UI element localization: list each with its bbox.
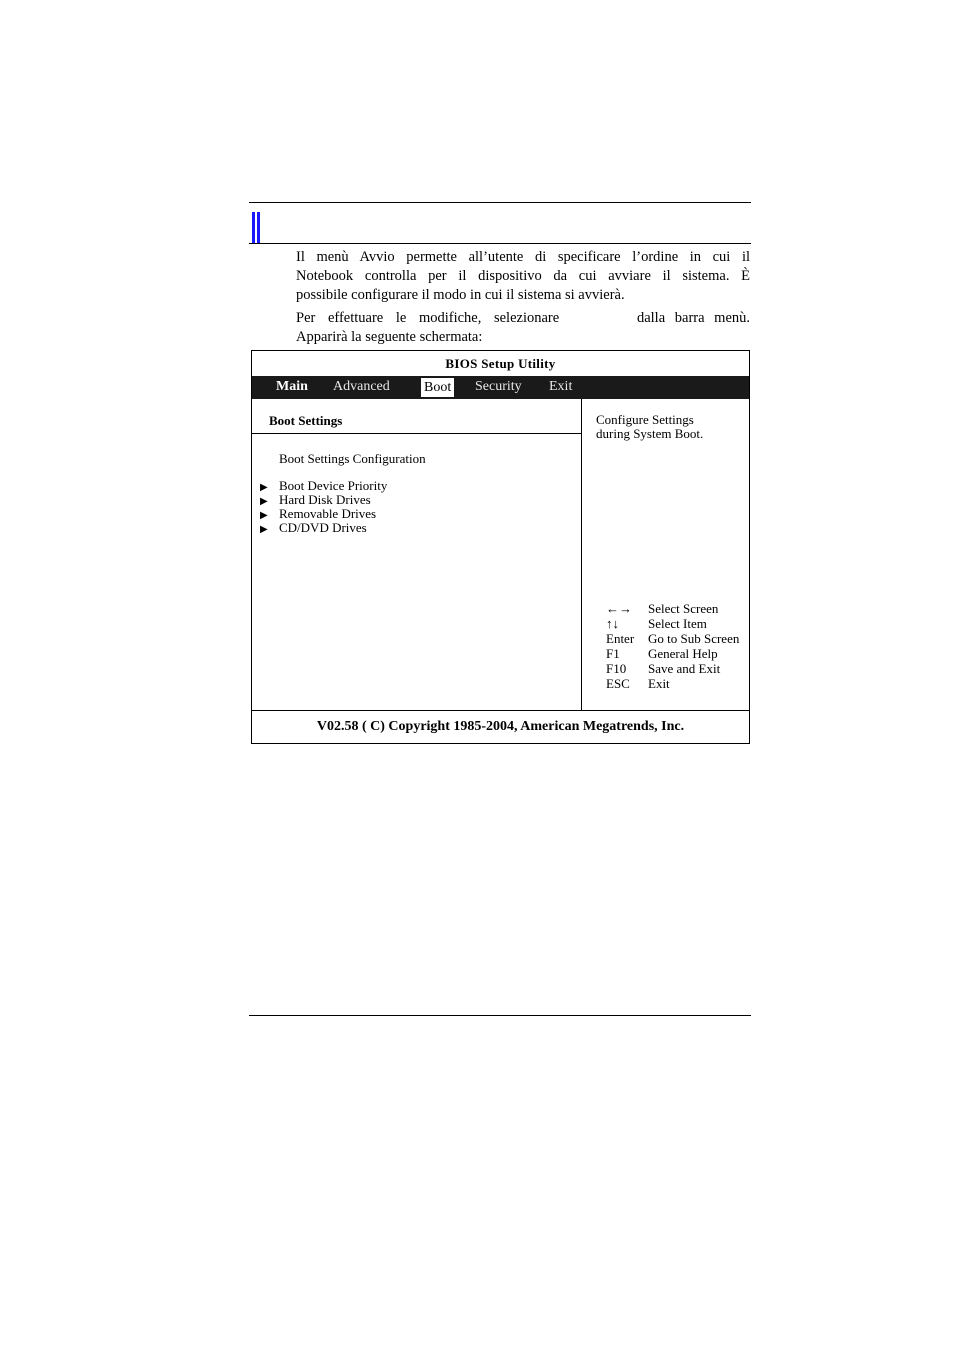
boot-item[interactable]: ▶ Hard Disk Drives [260,492,371,507]
key-row: Enter Go to Sub Screen [606,631,740,646]
section-title: Boot Settings [269,413,343,428]
triangle-right-icon: ▶ [260,510,268,521]
help-line: during System Boot. [596,426,704,441]
boot-item[interactable]: ▶ Removable Drives [260,506,377,521]
key-row: ←→ Select Screen [606,601,719,616]
instruction-line-1-left: Per effettuare le modifiche, selezionare [296,310,560,326]
up-down-arrows-icon: ↑↓ [606,616,619,631]
left-right-arrows-icon: ←→ [606,601,632,616]
instruction-line-2: Apparirà la seguente schermata: [296,329,483,345]
key-row: F1 General Help [606,646,718,661]
top-rule [249,202,751,203]
intro-line-2: Notebook controlla per il dispositivo da cui avviare il sistema. È [296,268,750,284]
key-row: ESC Exit [606,676,670,691]
key-legend [606,601,739,691]
intro-line-1: Il menù Avvio permette all’utente di specificare l’ordine in cui il [296,249,750,265]
bios-left-pane [252,399,582,710]
bottom-rule [249,1015,751,1016]
heading-marker [252,212,260,244]
intro-line-3: possibile configurare il modo in cui il sistema si avvierà. [296,287,625,303]
key-row: F10 Save and Exit [606,661,721,676]
bios-menubar [252,376,749,399]
section-rule [252,433,581,434]
triangle-right-icon: ▶ [260,524,268,535]
instruction-line-1-right: dalla barra menù. [636,310,750,326]
menu-main[interactable]: Main [276,379,308,394]
bios-title: BIOS Setup Utility [445,356,556,371]
triangle-right-icon: ▶ [260,482,268,493]
help-line: Configure Settings [596,412,694,427]
boot-item[interactable]: ▶ CD/DVD Drives [260,520,367,535]
instruction-line-1 [296,309,750,328]
instruction-paragraph [296,309,750,347]
bios-footer [252,710,749,743]
triangle-right-icon: ▶ [260,496,268,507]
menu-exit[interactable]: Exit [549,379,573,394]
bios-screenshot [251,350,750,744]
boot-item[interactable]: ▶ Boot Device Priority [260,478,388,493]
subsection-title: Boot Settings Configuration [279,451,426,466]
bios-help-pane [582,399,749,710]
heading-rule [249,243,751,244]
intro-paragraph [296,248,750,305]
help-text [596,413,703,441]
menu-boot[interactable]: Boot [421,378,454,397]
menu-security[interactable]: Security [475,379,522,394]
copyright-text: V02.58 ( C) Copyright 1985-2004, American Megatrends, Inc. [316,719,685,734]
boot-items-list [260,479,387,535]
menu-advanced[interactable]: Advanced [333,379,390,394]
key-row: ↑↓ Select Item [606,616,707,631]
